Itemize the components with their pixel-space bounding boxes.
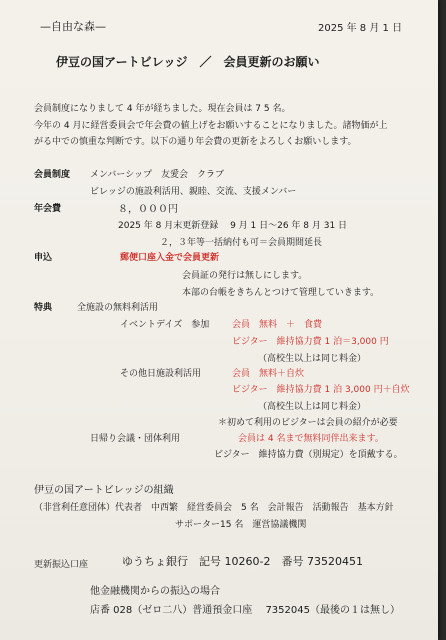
meeting-member-note: 会員は 4 名まで無料同伴出来ます。 <box>238 434 384 444</box>
header-tagline: —自由な森— <box>40 20 106 33</box>
other-note: （高校生以上は同じ料金） <box>258 402 367 412</box>
event-visitor-fee: ビジター 維持協力費 1 泊＝3,000 円 <box>232 337 389 347</box>
organization-detail: （非営利任意団体）代表者 中西繁 経営委員会 5 名 会計報告 活動報告 基本方針 <box>34 503 394 513</box>
benefits-lead: 全施設の無料利活用 <box>77 303 159 313</box>
membership-types: メンバーシップ 友愛会 クラブ <box>90 170 225 180</box>
application-note: 本部の台帳をきちんとつけて管理していきます。 <box>182 288 380 298</box>
meeting-label: 日帰り会議・団体利用 <box>90 434 181 444</box>
intro-line: がる中での慎重な判断です。以下の通り年会費の更新をよろしくお願いします。 <box>34 137 357 147</box>
fee-amount: ８，０００円 <box>118 204 178 215</box>
meeting-visitor-note: ビジター 維持協力費（別規定）を頂戴する。 <box>214 450 403 460</box>
page-title: 伊豆の国アートビレッジ ／ 会員更新のお願い <box>56 55 320 69</box>
other-member-fee: 会員 無料＋自炊 <box>232 369 305 379</box>
organization-supporters: サポーター15 名 運営協議機関 <box>175 520 307 530</box>
fee-period: 2025 年 8 月末更新登録 9 月 1 日～26 年 8 月 31 日 <box>118 221 348 231</box>
header-date: 2025 年 8 月 1 日 <box>318 23 403 34</box>
first-time-note: ＊初めて利用のビジターは会員の紹介が必要 <box>218 418 398 428</box>
transfer-other-detail: 店番 028（ゼロ二八）普通預金口座 7352045（最後の１は無し） <box>90 605 400 616</box>
application-highlight: 郵便口座入金で会員更新 <box>120 253 220 263</box>
membership-description: ビレッジの施設利活用、親睦、交流、支援メンバー <box>90 187 297 197</box>
fee-bulk-note: ２，３年等一括納付も可＝会員期間延長 <box>160 238 323 248</box>
transfer-label: 更新振込口座 <box>34 560 89 570</box>
application-label: 申込 <box>34 253 53 263</box>
other-visitor-fee: ビジター 維持協力費 1 泊 3,000 円＋自炊 <box>232 385 410 395</box>
organization-heading: 伊豆の国アートビレッジの組織 <box>34 485 174 496</box>
application-note: 会員証の発行は無しにします。 <box>182 271 308 281</box>
membership-label: 会員制度 <box>34 170 71 180</box>
event-member-fee: 会員 無料 ＋ 食費 <box>232 320 323 330</box>
transfer-other-heading: 他金融機関からの振込の場合 <box>90 586 220 597</box>
event-note: （高校生以上は同じ料金） <box>258 354 367 364</box>
intro-line: 今年の 4 月に経営委員会で年会費の値上げをお願いすることになりました。諸物価が上 <box>34 121 388 131</box>
event-label: イベントデイズ 参加 <box>120 320 210 330</box>
other-use-label: その他日施設利活用 <box>120 369 202 379</box>
benefits-label: 特典 <box>34 303 53 313</box>
transfer-bank-account: ゆうちょ銀行 記号 10260-2 番号 73520451 <box>122 555 363 568</box>
fee-label: 年会費 <box>34 204 62 214</box>
intro-line: 会員制度になりまして 4 年が経ちました。現在会員は 7 5 名。 <box>34 104 291 114</box>
